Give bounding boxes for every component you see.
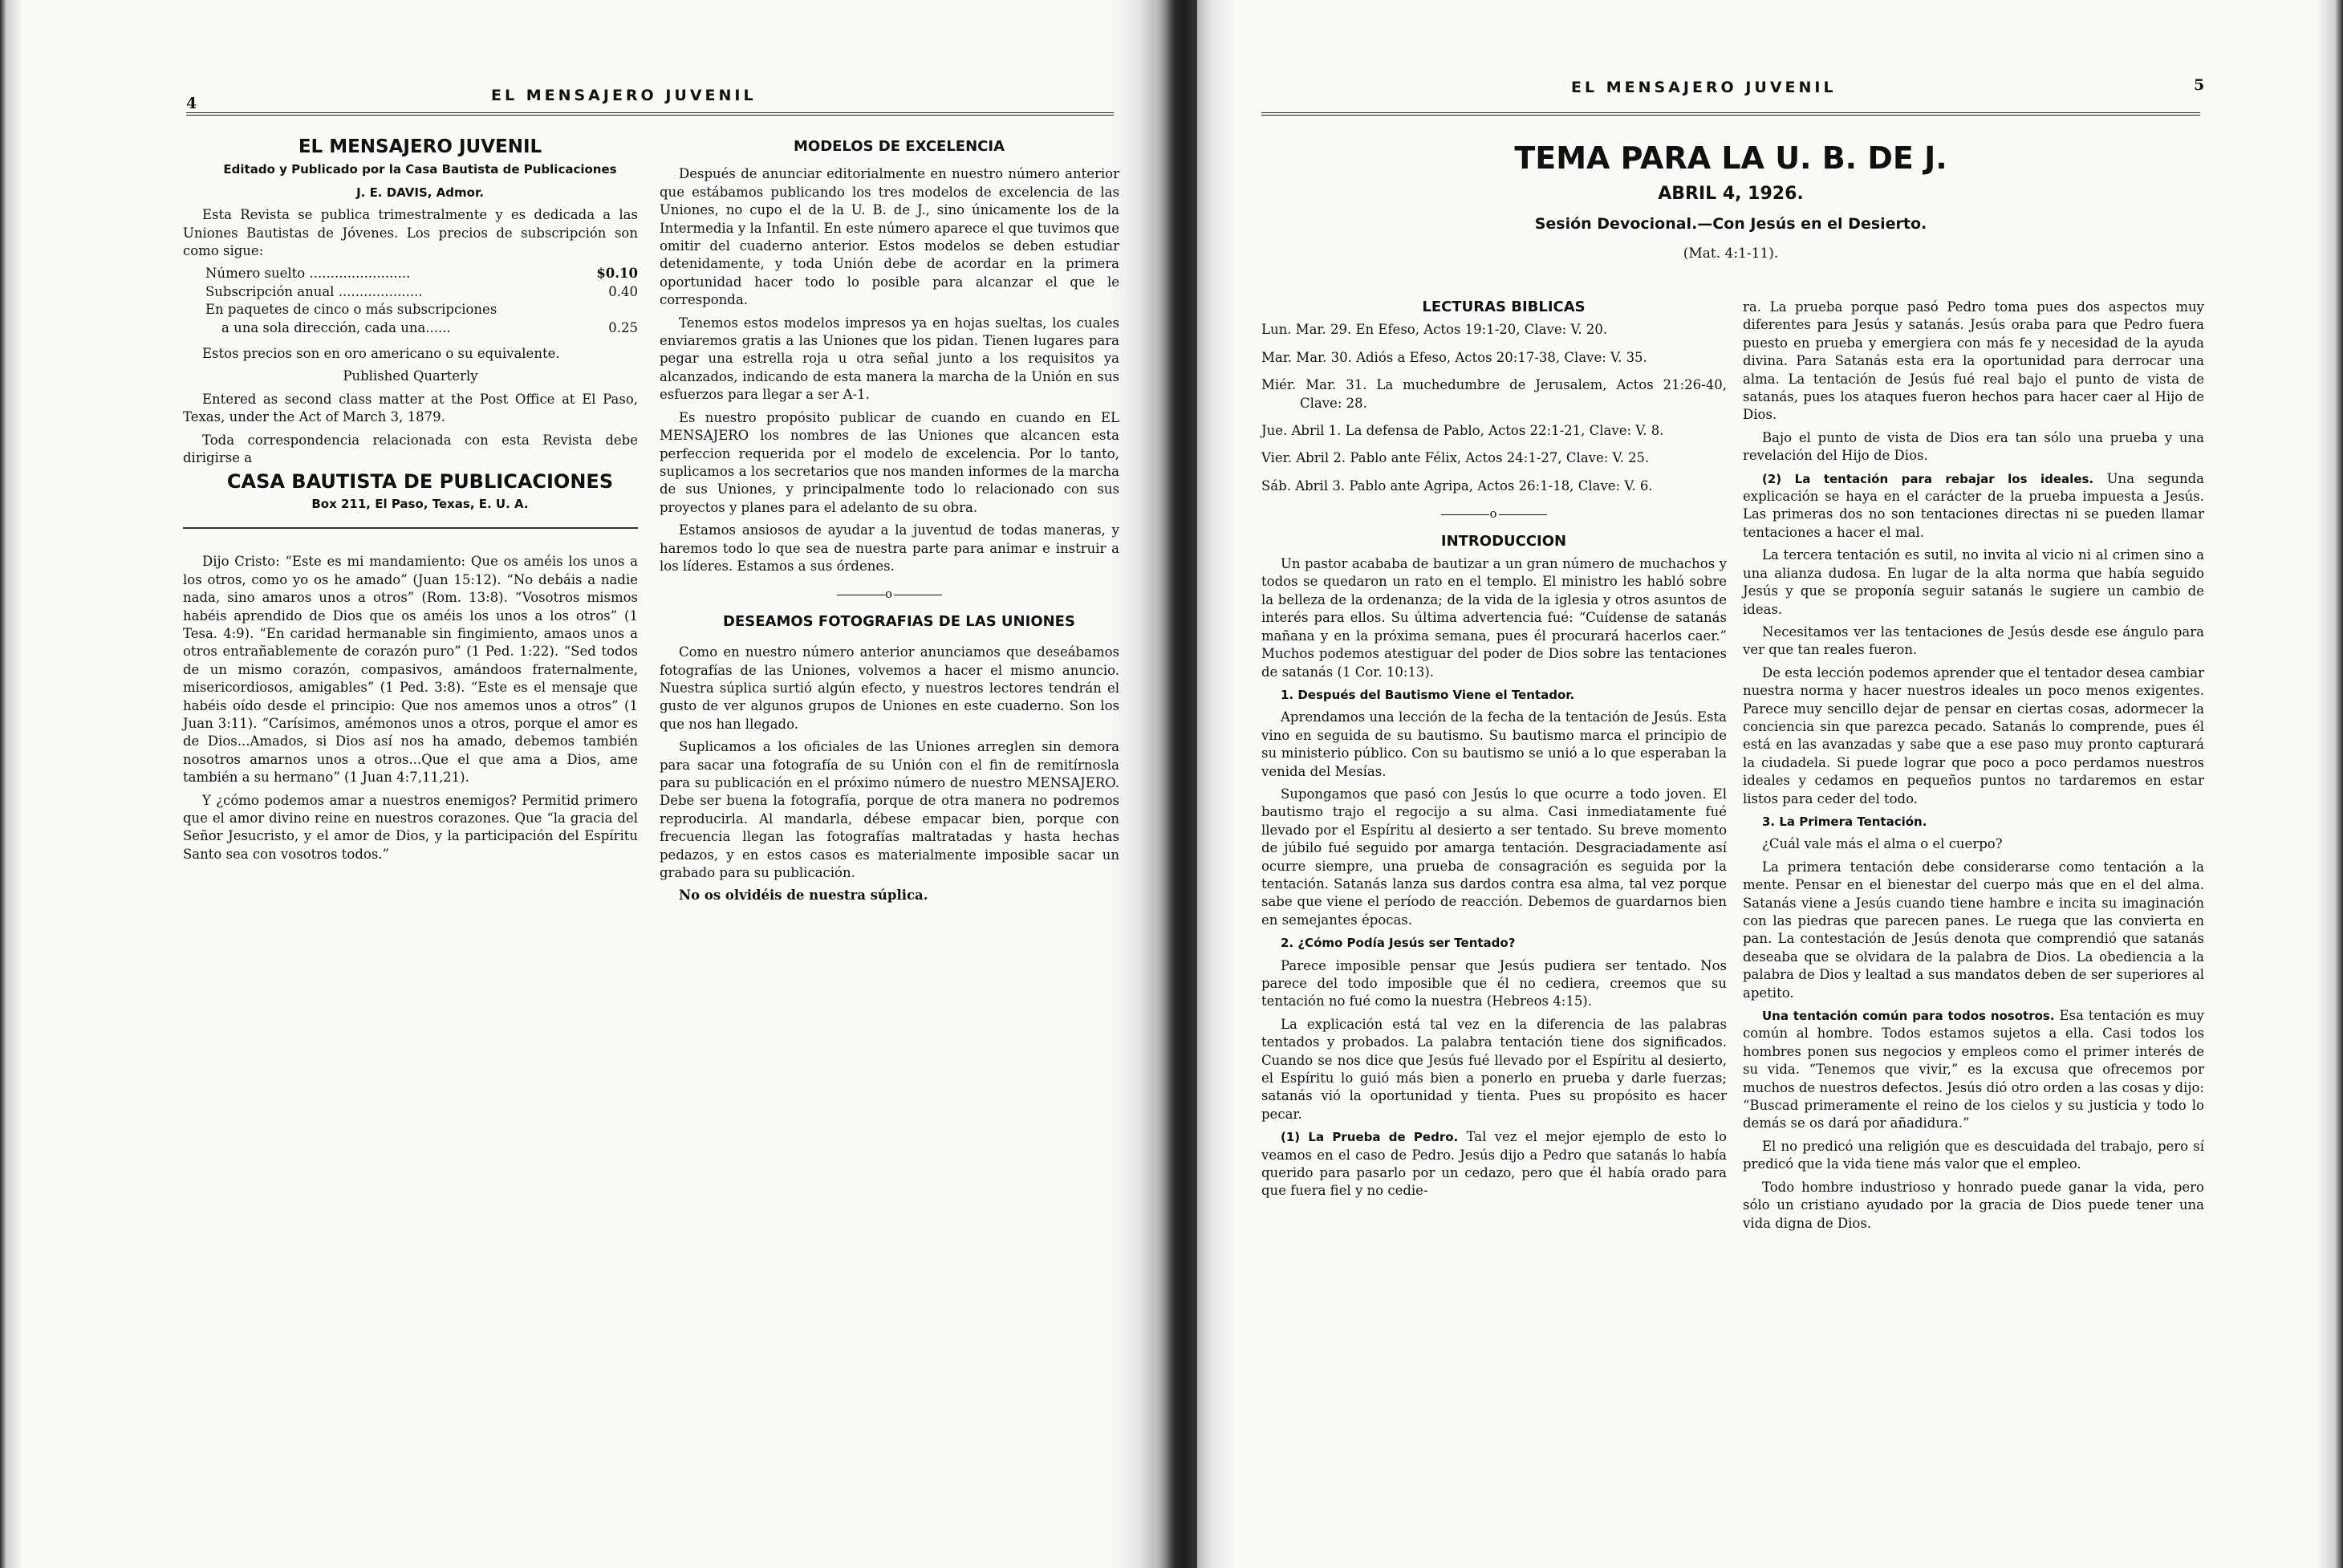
separator-mark: o xyxy=(884,587,895,602)
section-3-title: 3. La Primera Tentación. xyxy=(1762,814,1927,829)
publisher-name: CASA BAUTISTA DE PUBLICACIONES xyxy=(226,469,614,493)
section-3-paragraph: El no predicó una religión que es descuidada del trabajo, pero sí predicó que la vida tiene más valor que el empleo. xyxy=(1743,1138,2204,1172)
modelos-paragraph: Es nuestro propósito publicar de cuando en cuando en EL MENSAJERO los nombres de las Uniones que alcancen esta perfeccion requerida por el modelo de excelencia. Por lo tanto, suplicamos a los secretarios que nos manden informes de la marcha de sus Uniones, y principalmente todo lo relacionado con sus proyectos y planes para el adelanto de su obra. xyxy=(660,409,1119,515)
section-2-paragraph: La explicación está tal vez en la diferencia de las palabras tentados y probados. La palabra tentación tiene dos significados. Cuando se nos dice que Jesús fué llevado por el Espíritu al desierto, el Espíritu lo guió más bien a ponerlo en prueba y darle fuerzas; satanás vió la oportunidad y tienta. Pues su propósito es hacer pecar. xyxy=(1261,1016,1727,1122)
separator-mark: o xyxy=(1489,506,1499,522)
correspondence-note: Toda correspondencia relacionada con esta Revista debe dirigirse a xyxy=(183,432,638,466)
subheading-label: (1) La Prueba de Pedro. xyxy=(1281,1130,1459,1145)
modelos-paragraph: Después de anunciar editorialmente en nuestro número anterior que estábamos publicando los tres modelos de excelencia de las Uniones, no cupo el de la U. B. de J., sino únicamente los de la Intermedia y la Infantil. En este número aparece el que tuvimos que omitir del cuaderno anterior. Estos modelos se deben estudiar detenidamente, y toda Unión debe de acordar en la primera oportunidad hacer todo lo posible para alcanzar el que le corresponda. xyxy=(660,166,1119,308)
lectura-item xyxy=(1261,477,1727,495)
scripture-ref: (Mat. 4:1-11). xyxy=(1683,246,1779,262)
price-row xyxy=(183,265,638,282)
running-head-left: EL MENSAJERO JUVENIL xyxy=(491,87,757,104)
lectura-text: Mar. Mar. 30. Adiós a Efeso, Actos 20:17-38, Clave: V. 35. xyxy=(1261,349,1647,365)
column-rule xyxy=(183,527,638,529)
page-number-left: 4 xyxy=(186,95,197,112)
fotos-paragraph: No os olvidéis de nuestra súplica. xyxy=(679,888,928,904)
lectura-item xyxy=(1261,376,1727,412)
running-head-right: EL MENSAJERO JUVENIL xyxy=(1571,79,1837,96)
price-value: 0.40 xyxy=(608,283,638,299)
published-quarterly: Published Quarterly xyxy=(343,368,478,384)
intro-paragraph: Un pastor acababa de bautizar a un gran número de muchachos y todos se quedaron un rato en el templo. El ministro les habló sobre la belleza de la ordenanza; de la vida de la iglesia y otros asuntos de interés para ellos. Su última advertencia fué: “Cuídense de satanás mañana y en la próxima semana, pues él procurará hacerlos caer.” Muchos podemos atestiguar del poder de Dios sobre las tentaciones de satanás (1 Cor. 10:13). xyxy=(1261,556,1727,680)
price-label: Subscripción anual .................... xyxy=(205,283,423,299)
dijo-cristo-paragraph: Dijo Cristo: “Este es mi mandamiento: Que os améis los unos a los otros, como yo os he amado” (Juan 15:12). “No debáis a nadie nada, sino amaros unos a otros” (Rom. 13:8). “Vosotros mismos habéis aprendido de Dios que os améis los unos a los otros” (1 Tesa. 4:9). “En caridad hermanable sin fingimiento, amaos unos a otros entrañablemente de corazón puro” (1 Ped. 1:22). “Sed todos de un mismo corazón, compasivos, amándoos fraternalmente, misericordiosos, amigables” (1 Ped. 3:8). “Este es el mensaje que habéis oído desde el principio: Que nos amemos unos a otros” (1 Juan 3:11). “Carísimos, amémonos unos a otros, porque el amor es de Dios...Amados, si Dios así nos ha amado, debemos también nosotros amarnos unos a otros...Que el que ama a Dios, ame también a su hermano” (1 Juan 4:7,11,21). xyxy=(183,554,638,786)
price-label: Número suelto ........................ xyxy=(205,266,411,282)
lesson-title: TEMA PARA LA U. B. DE J. xyxy=(1514,140,1947,176)
lecturas-title: LECTURAS BIBLICAS xyxy=(1422,299,1586,315)
section-3-question: ¿Cuál vale más el alma o el cuerpo? xyxy=(1762,836,2003,852)
section-3-paragraph: Todo hombre industrioso y honrado puede ganar la vida, pero sólo un cristiano ayudado por la gracia de Dios puede tener una vida digna de Dios. xyxy=(1743,1179,2204,1231)
price-value: $0.10 xyxy=(596,266,638,282)
intro-title: INTRODUCCION xyxy=(1440,532,1567,550)
subheading-label: Una tentación común para todos nosotros. xyxy=(1762,1009,2055,1024)
lecturas-list xyxy=(1261,321,1727,495)
fotos-paragraph: Como en nuestro número anterior anunciamos que deseábamos fotografías de las Uniones, volvemos a hacer el mismo anuncio. Nuestra súplica surtió algún efecto, y nuestros lectores tendrán el gusto de ver algunos grupos de Uniones en este cuaderno. Son los que nos han llegado. xyxy=(660,644,1119,732)
section-1-paragraph: Supongamos que pasó con Jesús lo que ocurre a todo joven. El bautismo trajo el regocijo a su alma. Casi inmediatamente fué llevado por el Espíritu al desierto a ser tentado. Su breve momento de júbilo fué seguido por amarga tentación. Desgraciadamente así ocurre siempre, una prueba de consagración es seguida por la tentación. Satanás lanza sus dardos contra esa alma, tal vez porque sabe que viene el período de reacción. Debemos de guardarnos bien en semejantes épocas. xyxy=(1261,786,1727,928)
paragraph-text: Una segunda explicación se haya en el carácter de la prueba impuesta a Jesús. Las primeras dos no son tentaciones directas ni se pueden llamar tentaciones a hacer el mal. xyxy=(1743,470,2204,540)
section-2-paragraph xyxy=(1261,1128,1727,1200)
left-page xyxy=(0,0,1155,1568)
section-2-paragraph: Parece imposible pensar que Jesús pudiera ser tentado. Nos parece del todo imposible que él no cediera, creemos que su tentación no fué como la nuestra (Hebreos 4:15). xyxy=(1261,957,1727,1009)
lectura-text: Miér. Mar. 31. La muchedumbre de Jerusalem, Actos 21:26-40, Clave: 28. xyxy=(1261,377,1727,411)
lesson-date: ABRIL 4, 1926. xyxy=(1658,184,1804,204)
masthead-column xyxy=(183,138,638,868)
lesson-paragraph: Necesitamos ver las tentaciones de Jesús desde ese ángulo para ver que tan reales fueron. xyxy=(1743,624,2204,658)
lectura-item xyxy=(1261,449,1727,467)
enemigos-paragraph: Y ¿cómo podemos amar a nuestros enemigos? Permitid primero que el amor divino reine en nuestros corazones. Que “la gracia del Señor Jesucristo, y el amor de Dios, y la participación del Espíritu Santo sea con vosotros todos.” xyxy=(183,792,638,862)
lectura-text: Lun. Mar. 29. En Efeso, Actos 19:1-20, Clave: V. 20. xyxy=(1261,322,1608,338)
lectura-text: Sáb. Abril 3. Pablo ante Agripa, Actos 26:1-18, Clave: V. 6. xyxy=(1261,477,1653,494)
price-label: a una sola dirección, cada una...... xyxy=(221,319,451,335)
section-separator xyxy=(1261,505,1727,522)
lectura-text: Vier. Abril 2. Pablo ante Félix, Actos 24:1-27, Clave: V. 25. xyxy=(1261,450,1650,466)
lectura-item xyxy=(1261,349,1727,367)
section-2-title: 2. ¿Cómo Podía Jesús ser Tentado? xyxy=(1281,936,1516,951)
paragraph-text: Tal vez el mejor ejemplo de esto lo veamos en el caso de Pedro. Jesús dijo a Pedro que satanás lo había querido para pasarlo por un cedazo, pero que él había orado para que fuera fiel y no cedie- xyxy=(1261,1129,1727,1199)
page-number-right: 5 xyxy=(2194,76,2205,94)
fotos-paragraph: Suplicamos a los oficiales de las Uniones arreglen sin demora para sacar una fotografía de su Unión con el fin de remitírnosla para su publicación en el próximo número de nuestro MENSAJERO. Debe ser buena la fotografía, porque de otra manera no podremos reproducirla. Al mandarla, débese empacar bien, porque con frecuencia llegan las fotografías maltratadas y hasta hechas pedazos, y en estos casos es materialmente imposible sacar un grabado para su publicación. xyxy=(660,739,1119,881)
section-1-title: 1. Después del Bautismo Viene el Tentador. xyxy=(1281,687,1575,702)
lectura-item xyxy=(1261,321,1727,339)
header-rule-left xyxy=(186,112,1114,116)
price-row xyxy=(183,283,638,301)
editor-line: Editado y Publicado por la Casa Bautista de Publicaciones xyxy=(223,162,617,177)
entered-notice: Entered as second class matter at the Post Office at El Paso, Texas, under the Act of March 3, 1879. xyxy=(183,391,638,425)
modelos-paragraph: Tenemos estos modelos impresos ya en hojas sueltas, los cuales enviaremos gratis a las Uniones que los pidan. Tienen lugares para pegar una estrella roja u otra señal junto a los requisitos ya alcanzados, indicando de esta manera la marcha de la Unión en sus esfuerzos para llegar a ser A-1. xyxy=(660,315,1119,403)
section-3-paragraph: La primera tentación debe considerarse como tentación a la mente. Pensar en el bienestar del cuerpo más que en el del alma. Satanás viene a Jesús cuando tiene hambre e incita su imaginación con las piedras que parecen panes. Le ruega que las convierta en pan. La contestación de Jesús denota que comprendió que satanás deseaba que se olvidara de la palabra de Dios. La obediencia a la palabra de Dios y lealtad a sus mandatos deben de ser superiores al apetito. xyxy=(1743,859,2204,1001)
masthead-title: EL MENSAJERO JUVENIL xyxy=(298,136,542,157)
lesson-paragraph: Bajo el punto de vista de Dios era tan sólo una prueba y una revelación del Hijo de Dios. xyxy=(1743,429,2204,464)
price-value: 0.25 xyxy=(608,319,638,335)
lesson-paragraph: De esta lección podemos aprender que el tentador desea cambiar nuestra norma y hacer nuestros ideales un poco menos exigentes. Parece muy sencillo dejar de pensar en ciertas cosas, adormecer la conciencia sin que parezca pecado. Satanás lo comprende, pues él está en las avanzadas y sabe que a ese paso muy pronto capturará la ciudadela. Si puede lograr que poco a poco perdamos nuestros ideales y cedamos en pequeños puntos no tardaremos en estar listos para ceder del todo. xyxy=(1743,664,2204,806)
admin-line: J. E. DAVIS, Admor. xyxy=(356,185,484,200)
book-binding xyxy=(1151,0,1198,1568)
lesson-column-2 xyxy=(1743,299,2204,1237)
lesson-column-1 xyxy=(1261,299,1727,1205)
section-separator xyxy=(660,585,1119,603)
editorial-column xyxy=(660,138,1119,910)
session-line: Sesión Devocional.—Con Jesús en el Desierto. xyxy=(1534,215,1927,233)
lectura-text: Jue. Abril 1. La defensa de Pablo, Actos 22:1-21, Clave: V. 8. xyxy=(1261,423,1664,439)
paragraph-text: Esa tentación es muy común al hombre. Todos estamos sujetos a ella. Casi todos los hombres ponen sus negocios y empleos como el primer interés de su vida. “Tenemos que vivir,” es la excusa que ofrecemos por muchos de nuestros defectos. Jesús dió otro orden a las cosas y dijo: “Buscad primeramente el reino de los cielos y su justicia y todo lo demás se os dará por añadidura.” xyxy=(1743,1008,2204,1131)
fotos-title: DESEAMOS FOTOGRAFIAS DE LAS UNIONES xyxy=(723,612,1075,630)
section-3-paragraph xyxy=(1743,1007,2204,1133)
right-page xyxy=(1197,0,2343,1568)
continued-paragraph: ra. La prueba porque pasó Pedro toma pues dos aspectos muy diferentes para Jesús y satanás. Jesús oraba para que Pedro fuera puesto en prueba y emergiera con más fe y necesidad de la ayuda divina. Para Satanás esta era la oportunidad para derrocar una alma. La tentación de Jesús fué real bajo el punto de vista de satanás, pues los ataques fueron hechos para hacer caer al Hijo de Dios. xyxy=(1743,299,2204,423)
header-rule-right xyxy=(1261,112,2200,116)
lesson-paragraph: La tercera tentación es sutil, no invita al vicio ni al crimen sino a una alianza dudosa. En lugar de la alta norma que había seguido Jesús y que se proponía seguir satanás le sugiere un cambio de ideas. xyxy=(1743,547,2204,617)
subheading-label: (2) La tentación para rebajar los ideales. xyxy=(1762,471,2094,486)
section-1-paragraph: Aprendamos una lección de la fecha de la tentación de Jesús. Esta vino en seguida de su bautismo. Su bautismo marca el principio de su ministerio público. Con su bautismo se unió a lo que esperaban la venida del Mesías. xyxy=(1261,709,1727,779)
price-row xyxy=(183,319,638,337)
modelos-paragraph: Estamos ansiosos de ayudar a la juventud de todas maneras, y haremos todo lo que sea de nuestra parte para animar e instruir a los líderes. Estamos a sus órdenes. xyxy=(660,522,1119,574)
publisher-address: Box 211, El Paso, Texas, E. U. A. xyxy=(311,496,529,511)
price-label: En paquetes de cinco o más subscripciones xyxy=(205,302,497,318)
lectura-item xyxy=(1261,422,1727,440)
modelos-title: MODELOS DE EXCELENCIA xyxy=(793,138,1005,155)
masthead-intro: Esta Revista se publica trimestralmente y es dedicada a las Uniones Bautistas de Jóvenes. Los precios de subscripción son como sigue: xyxy=(183,207,638,259)
currency-note: Estos precios son en oro americano o su equivalente. xyxy=(202,346,560,362)
lesson-paragraph xyxy=(1743,470,2204,542)
